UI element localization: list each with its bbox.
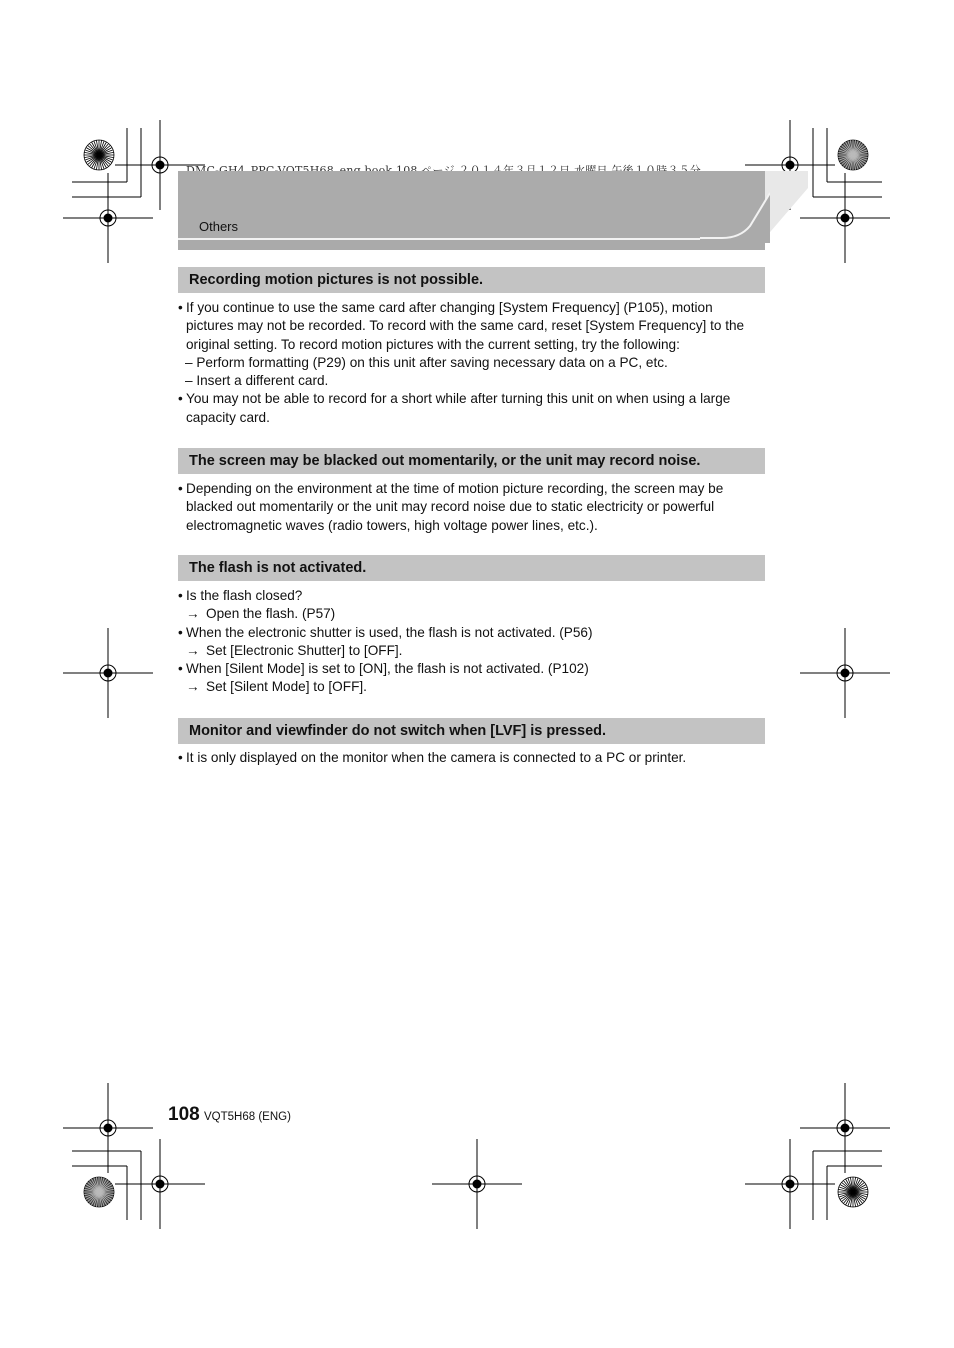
bullet: • bbox=[178, 300, 183, 315]
section-body-recording bbox=[178, 299, 765, 427]
list-item-continuation: capacity card. bbox=[186, 409, 270, 425]
crosshair-mark bbox=[800, 628, 890, 718]
bullet: • bbox=[178, 624, 183, 640]
section-body-flash bbox=[178, 587, 765, 697]
bullet: • bbox=[178, 481, 183, 496]
crosshair-mark bbox=[745, 1139, 835, 1229]
section-body-screen-blackout bbox=[178, 480, 765, 535]
section-heading-screen-blackout: The screen may be blacked out momentarily, or the unit may record noise. bbox=[178, 448, 765, 474]
action-item: → Open the flash. (P57) bbox=[178, 605, 765, 623]
list-item: • Is the flash closed? bbox=[178, 587, 765, 605]
crosshair-mark bbox=[63, 1083, 153, 1173]
action-item: → Set [Silent Mode] to [OFF]. bbox=[178, 678, 765, 696]
document-code: VQT5H68 (ENG) bbox=[204, 1111, 291, 1123]
list-item-continuation: original setting. To record motion pictures with the current setting, try the following: bbox=[186, 336, 680, 352]
list-item: • When the electronic shutter is used, the flash is not activated. (P56) bbox=[178, 624, 765, 642]
bullet: • bbox=[178, 588, 183, 603]
list-item: • It is only displayed on the monitor when the camera is connected to a PC or printer. bbox=[178, 749, 765, 767]
section-body-lvf bbox=[178, 749, 765, 767]
arrow-icon: → bbox=[186, 606, 200, 622]
action-item: → Set [Electronic Shutter] to [OFF]. bbox=[178, 642, 765, 660]
starburst-mark bbox=[84, 1177, 114, 1207]
arrow-icon: → bbox=[186, 679, 200, 695]
bullet: • bbox=[178, 391, 183, 407]
page-number: 108 bbox=[168, 1104, 200, 1125]
header-curve bbox=[700, 171, 770, 243]
list-item-continuation: blacked out momentarily or the unit may record noise due to static electricity or powerful bbox=[186, 499, 715, 515]
crosshair-mark bbox=[115, 1139, 205, 1229]
section-heading-recording: Recording motion pictures is not possible. bbox=[178, 267, 765, 293]
list-item: • When [Silent Mode] is set to [ON], the flash is not activated. (P102) bbox=[178, 660, 765, 678]
starburst-mark bbox=[838, 140, 868, 170]
sub-item: – Perform formatting (P29) on this unit after saving necessary data on a PC, etc. bbox=[185, 354, 668, 370]
crosshair-mark bbox=[432, 1139, 522, 1229]
bullet: • bbox=[178, 661, 183, 677]
arrow-icon: → bbox=[186, 642, 200, 658]
bullet: • bbox=[178, 750, 183, 765]
header-inner bbox=[178, 171, 765, 240]
list-item-continuation: pictures may not be recorded. To record with the same card, reset [System Frequency] to the bbox=[186, 318, 745, 334]
list-item: • Depending on the environment at the time of motion picture recording, the screen may be bbox=[178, 480, 765, 498]
list-item-continuation: electromagnetic waves (radio towers, high voltage power lines, etc.). bbox=[186, 517, 598, 533]
starburst-mark bbox=[838, 1177, 868, 1207]
crosshair-mark bbox=[63, 173, 153, 263]
starburst-mark bbox=[84, 140, 114, 170]
list-item: • If you continue to use the same card after changing [System Frequency] (P105), motion bbox=[178, 299, 765, 317]
crosshair-mark bbox=[63, 628, 153, 718]
section-label: Others bbox=[199, 219, 239, 234]
list-item: • You may not be able to record for a short while after turning this unit on when using a large bbox=[178, 390, 765, 408]
section-heading-flash: The flash is not activated. bbox=[178, 555, 765, 581]
section-heading-lvf: Monitor and viewfinder do not switch when [LVF] is pressed. bbox=[178, 718, 765, 744]
sub-item: – Insert a different card. bbox=[185, 373, 329, 389]
